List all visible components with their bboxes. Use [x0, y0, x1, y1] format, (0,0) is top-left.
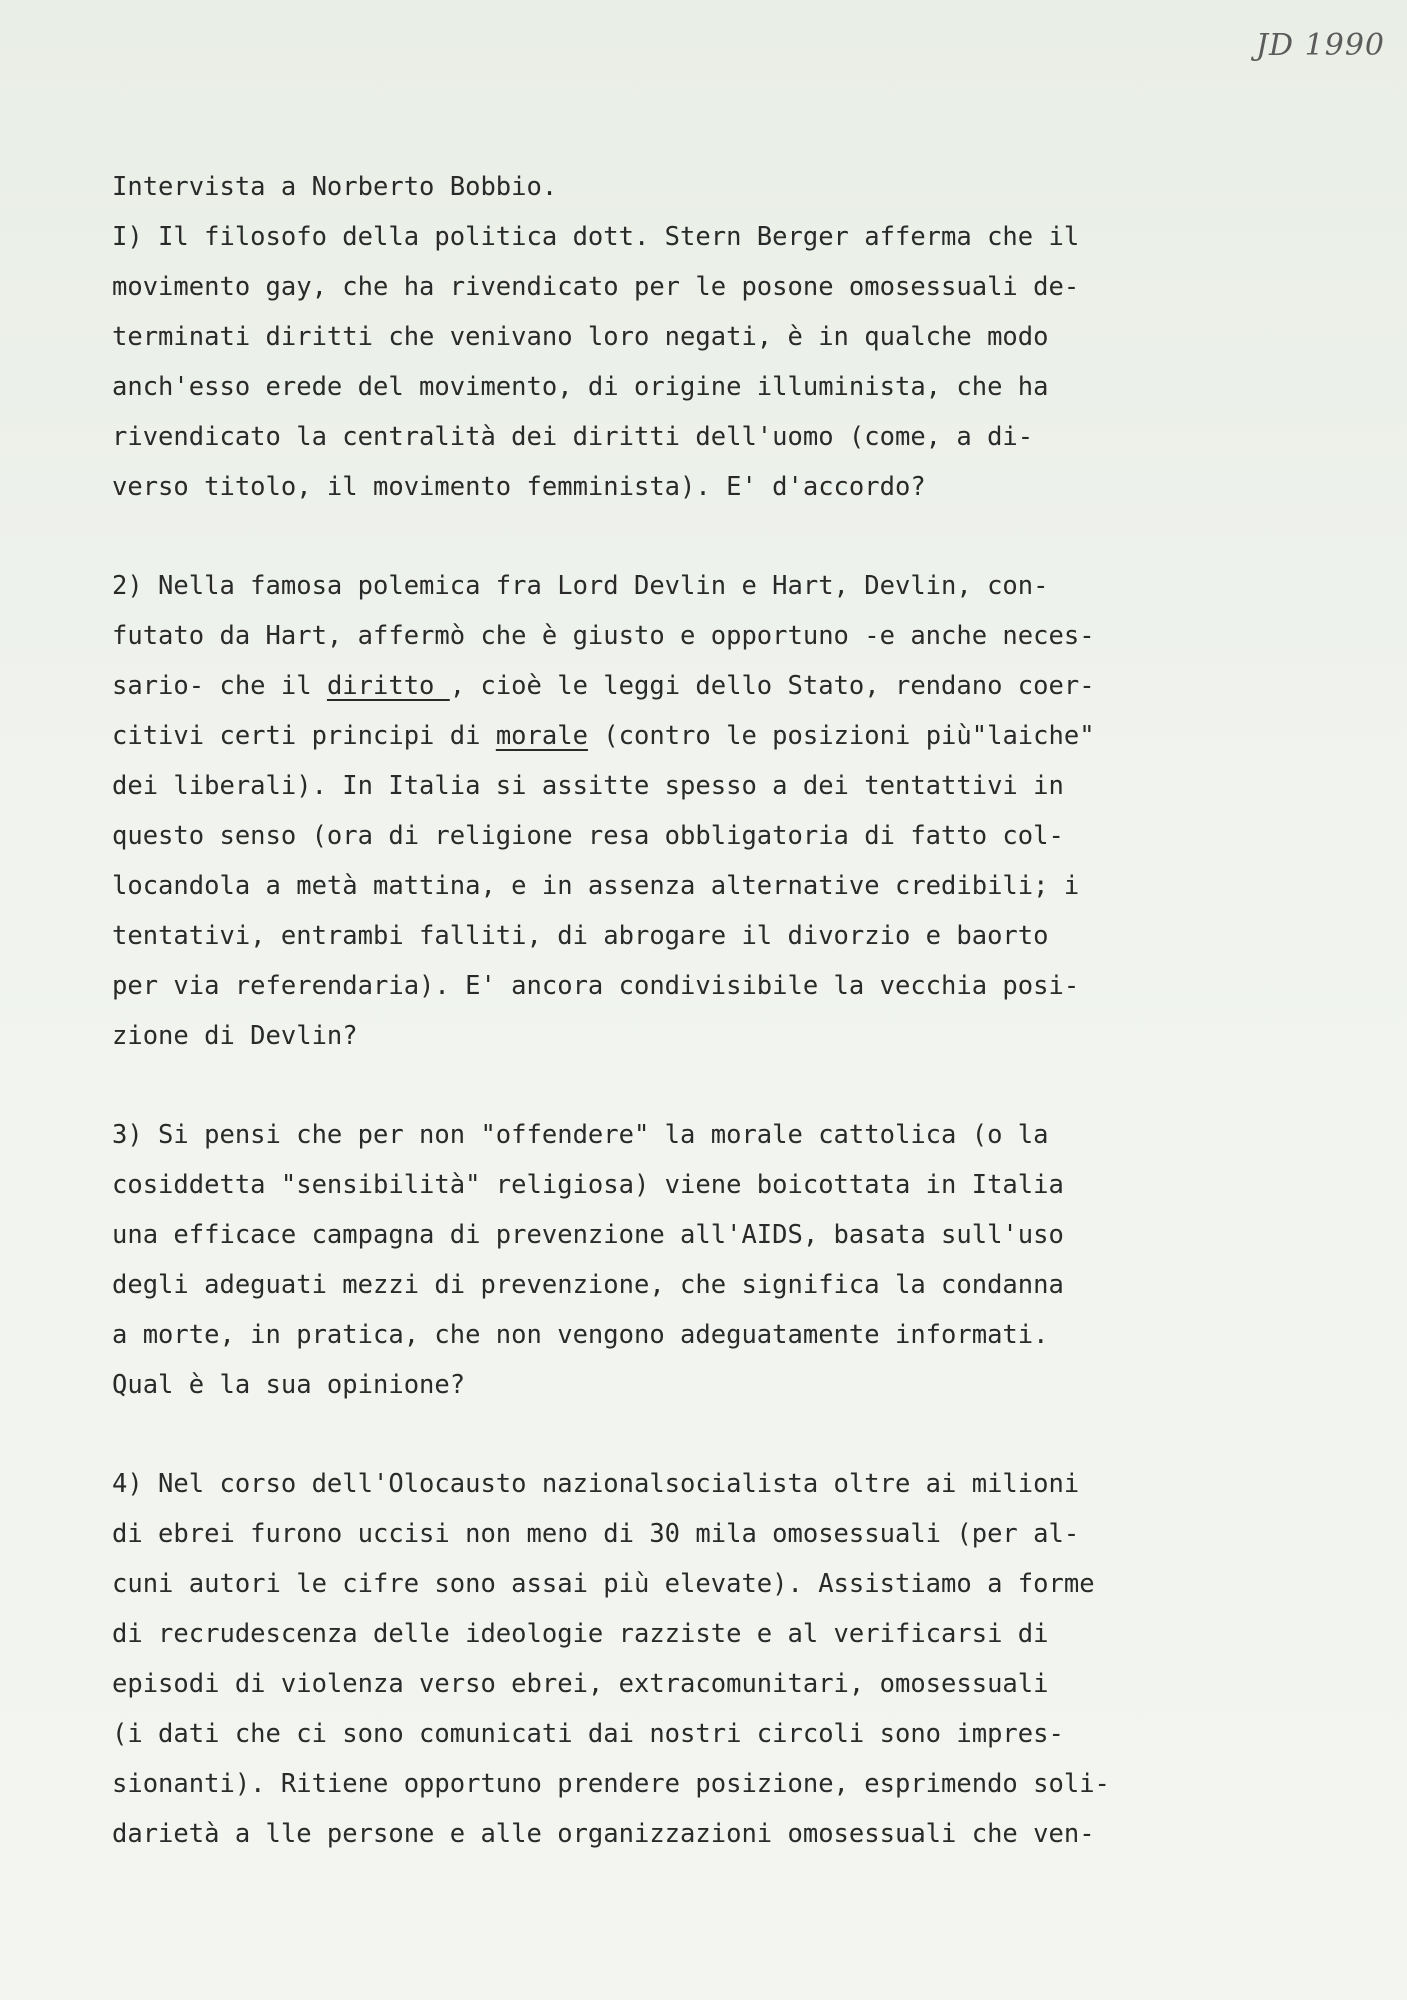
question-2-line: questo senso (ora di religione resa obbligatoria di fatto col- — [112, 821, 1064, 851]
question-3-line: una efficace campagna di prevenzione all'AIDS, basata sull'uso — [112, 1220, 1064, 1250]
question-1-line: I) Il filosofo della politica dott. Stern Berger afferma che il — [112, 222, 1080, 252]
question-4-line: episodi di violenza verso ebrei, extracomunitari, omosessuali — [112, 1669, 1049, 1699]
question-4-line: cuni autori le cifre sono assai più elevate). Assistiamo a forme — [112, 1569, 1095, 1599]
text-segment: (contro le posizioni più"laiche" — [587, 721, 1095, 751]
paragraph-gap — [112, 1061, 1262, 1110]
question-3-line: cosiddetta "sensibilità" religiosa) viene boicottata in Italia — [112, 1170, 1064, 1200]
question-4-line: darietà a lle persone e alle organizzazioni omosessuali che ven- — [112, 1819, 1095, 1849]
question-2-line: futato da Hart, affermò che è giusto e opportuno -e anche neces- — [112, 621, 1095, 651]
paragraph-gap — [112, 1410, 1262, 1459]
handwritten-annotation: JD 1990 — [1256, 28, 1385, 63]
underlined-word-diritto: diritto — [326, 671, 450, 701]
question-2-line: per via referendaria). E' ancora condivisibile la vecchia posi- — [112, 971, 1080, 1001]
question-4-line: di recrudescenza delle ideologie razziste e al verificarsi di — [112, 1619, 1049, 1649]
document-title: Intervista a Norberto Bobbio. — [112, 172, 558, 202]
question-2-line: tentativi, entrambi falliti, di abrogare il divorzio e baorto — [112, 921, 1049, 951]
question-1 — [112, 212, 1262, 512]
question-1-line: terminati diritti che venivano loro negati, è in qualche modo — [112, 322, 1049, 352]
question-1-line: movimento gay, che ha rivendicato per le posone omosessuali de- — [112, 272, 1080, 302]
underlined-word-morale: morale — [495, 721, 588, 751]
question-1-line: rivendicato la centralità dei diritti dell'uomo (come, a di- — [112, 422, 1034, 452]
question-2-line: zione di Devlin? — [112, 1021, 358, 1051]
question-2-line: dei liberali). In Italia si assitte spesso a dei tentattivi in — [112, 771, 1064, 801]
question-3-line: 3) Si pensi che per non "offendere" la morale cattolica (o la — [112, 1120, 1049, 1150]
text-segment: sario- che il — [112, 671, 327, 701]
text-segment: citivi certi principi di — [112, 721, 496, 751]
question-3-line: Qual è la sua opinione? — [112, 1370, 466, 1400]
question-2 — [112, 561, 1262, 1061]
text-segment: , cioè le leggi dello Stato, rendano coer- — [449, 671, 1095, 701]
question-1-line: anch'esso erede del movimento, di origine illuminista, che ha — [112, 372, 1049, 402]
question-2-line — [112, 711, 1262, 761]
question-3-line: a morte, in pratica, che non vengono adeguatamente informati. — [112, 1320, 1049, 1350]
question-4-line: di ebrei furono uccisi non meno di 30 mila omosessuali (per al- — [112, 1519, 1080, 1549]
question-4-line: sionanti). Ritiene opportuno prendere posizione, esprimendo soli- — [112, 1769, 1110, 1799]
question-2-line — [112, 661, 1262, 711]
question-1-line: verso titolo, il movimento femminista). E' d'accordo? — [112, 472, 926, 502]
question-4-line: 4) Nel corso dell'Olocausto nazionalsocialista oltre ai milioni — [112, 1469, 1080, 1499]
question-3-line: degli adeguati mezzi di prevenzione, che significa la condanna — [112, 1270, 1064, 1300]
question-2-line: locandola a metà mattina, e in assenza alternative credibili; i — [112, 871, 1080, 901]
question-4 — [112, 1459, 1262, 1859]
paragraph-gap — [112, 512, 1262, 561]
question-4-line: (i dati che ci sono comunicati dai nostri circoli sono impres- — [112, 1719, 1064, 1749]
question-3 — [112, 1110, 1262, 1410]
question-2-line: 2) Nella famosa polemica fra Lord Devlin e Hart, Devlin, con- — [112, 571, 1049, 601]
document-body — [112, 162, 1262, 1859]
